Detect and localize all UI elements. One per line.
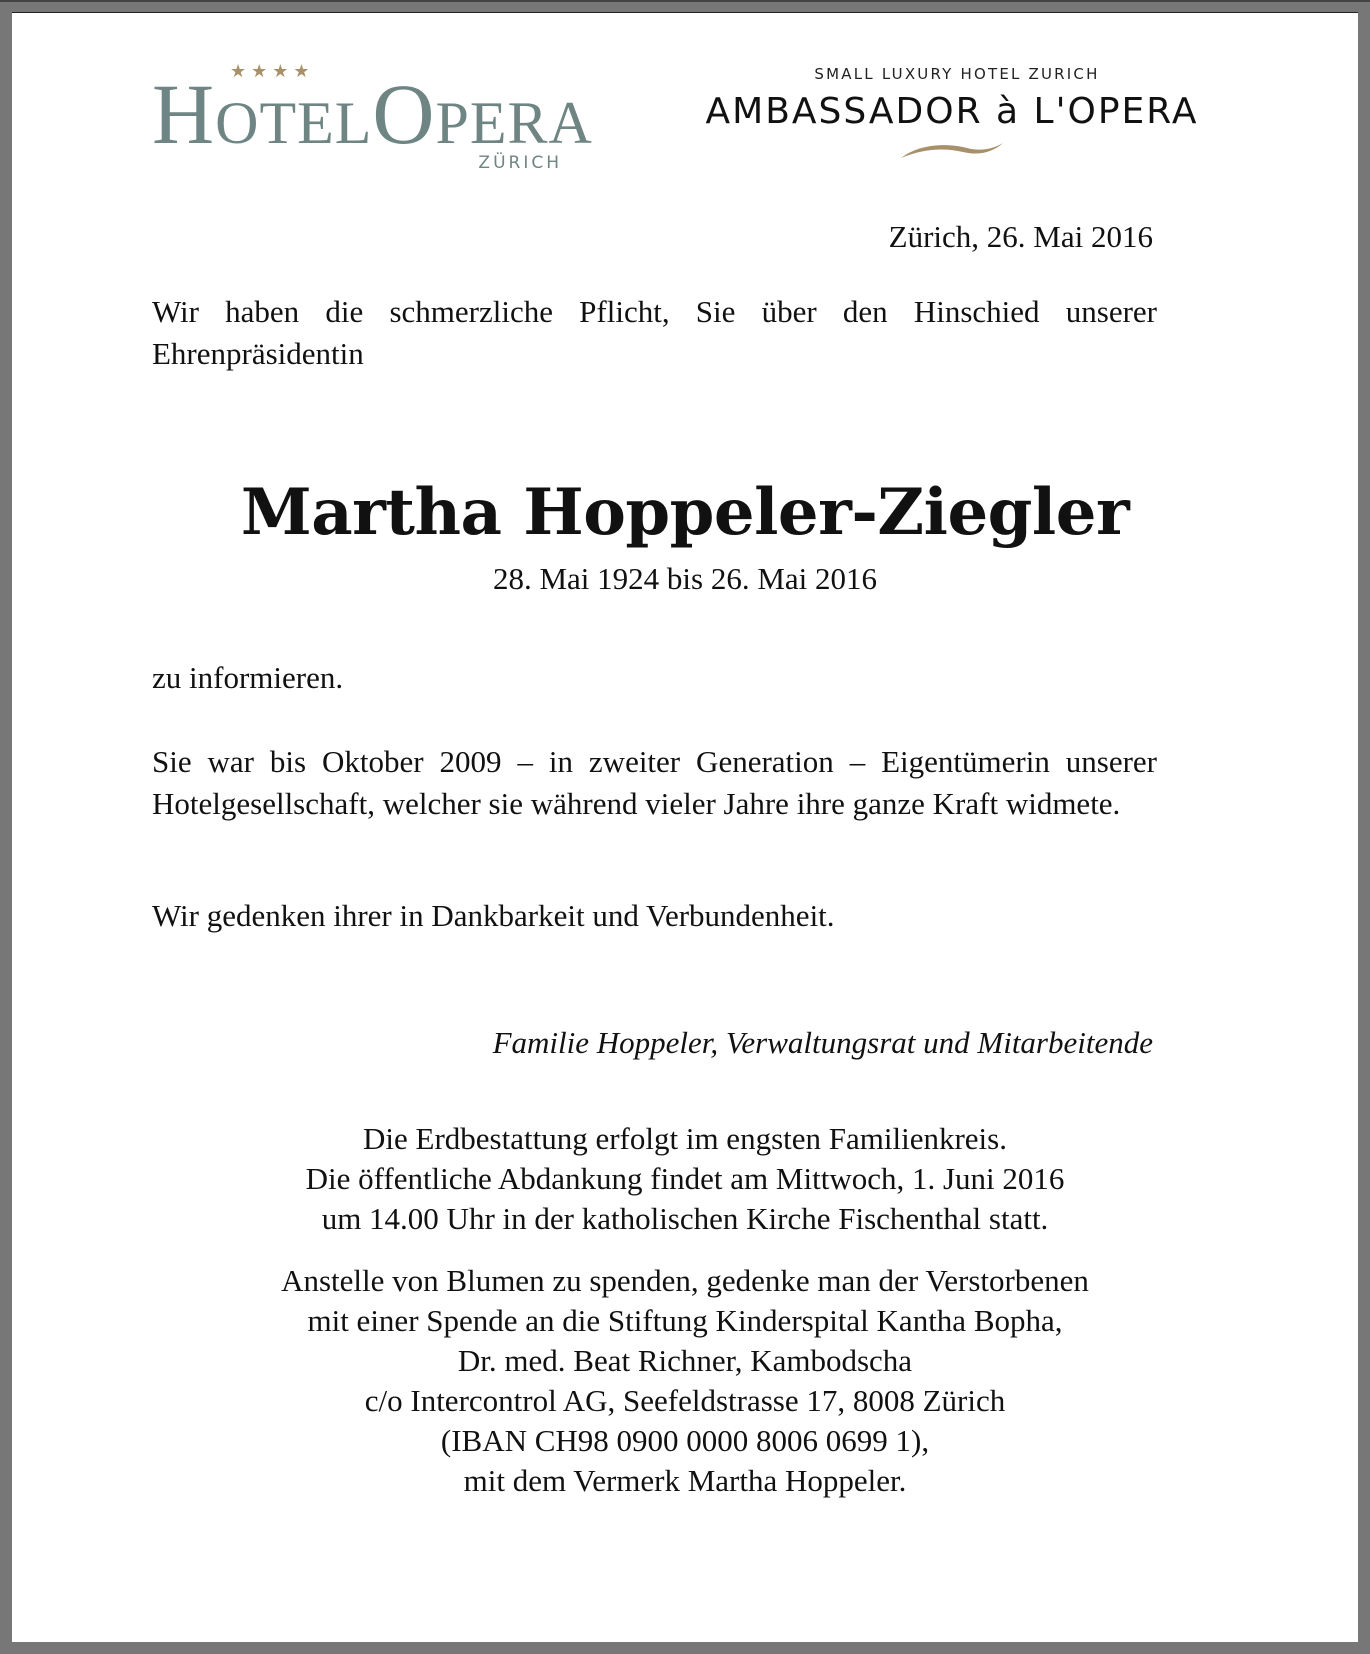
funeral-line: um 14.00 Uhr in der katholischen Kirche Fischenthal statt. xyxy=(321,1201,1049,1236)
hotel-opera-city: ZÜRICH xyxy=(478,153,562,173)
donation-line: Dr. med. Beat Richner, Kambodscha xyxy=(457,1343,913,1378)
document-page xyxy=(12,12,1358,1642)
donation-line: Anstelle von Blumen zu spenden, gedenke man der Verstorbenen xyxy=(281,1263,1089,1298)
window-top-border xyxy=(0,0,1370,2)
four-stars-icon: ★★★★ xyxy=(230,61,315,82)
hotel-opera-wordmark: HOTELOPERA xyxy=(152,66,593,162)
intro-paragraph: Wir haben die schmerzliche Pflicht, Sie über den Hinschied unserer Ehrenpräsidentin xyxy=(152,294,1157,371)
intro-end: zu informieren. xyxy=(152,660,344,695)
ambassador-tagline: SMALL LUXURY HOTEL ZURICH xyxy=(814,65,1100,83)
place-date: Zürich, 26. Mai 2016 xyxy=(888,219,1153,254)
life-dates: 28. Mai 1924 bis 26. Mai 2016 xyxy=(492,561,878,596)
ambassador-name: AMBASSADOR à L'OPERA xyxy=(705,91,1199,132)
funeral-details xyxy=(12,1119,1358,1239)
hotel-opera-logo xyxy=(152,61,602,181)
ambassador-logo xyxy=(702,65,1202,185)
funeral-line: Die Erdbestattung erfolgt im engsten Familienkreis. xyxy=(363,1121,1007,1156)
paragraph-ownership: Sie war bis Oktober 2009 – in zweiter Generation – Eigentümerin unserer Hotelgesellschaft, welcher sie während vieler Jahre ihre ganze Kraft widmete. xyxy=(152,744,1157,821)
paragraph-remembrance: Wir gedenken ihrer in Dankbarkeit und Verbundenheit. xyxy=(152,898,835,933)
donation-line: c/o Intercontrol AG, Seefeldstrasse 17, 8008 Zürich xyxy=(364,1383,1006,1418)
gold-swoosh-icon xyxy=(897,140,1007,160)
donation-details xyxy=(12,1261,1358,1501)
signature: Familie Hoppeler, Verwaltungsrat und Mitarbeitende xyxy=(492,1025,1153,1060)
donation-line: mit einer Spende an die Stiftung Kinderspital Kantha Bopha, xyxy=(307,1303,1063,1338)
funeral-line: Die öffentliche Abdankung findet am Mittwoch, 1. Juni 2016 xyxy=(305,1161,1065,1196)
donation-line: (IBAN CH98 0900 0000 8006 0699 1), xyxy=(440,1423,930,1458)
deceased-name: Martha Hoppeler-Ziegler xyxy=(240,475,1130,550)
donation-line: mit dem Vermerk Martha Hoppeler. xyxy=(463,1463,907,1498)
